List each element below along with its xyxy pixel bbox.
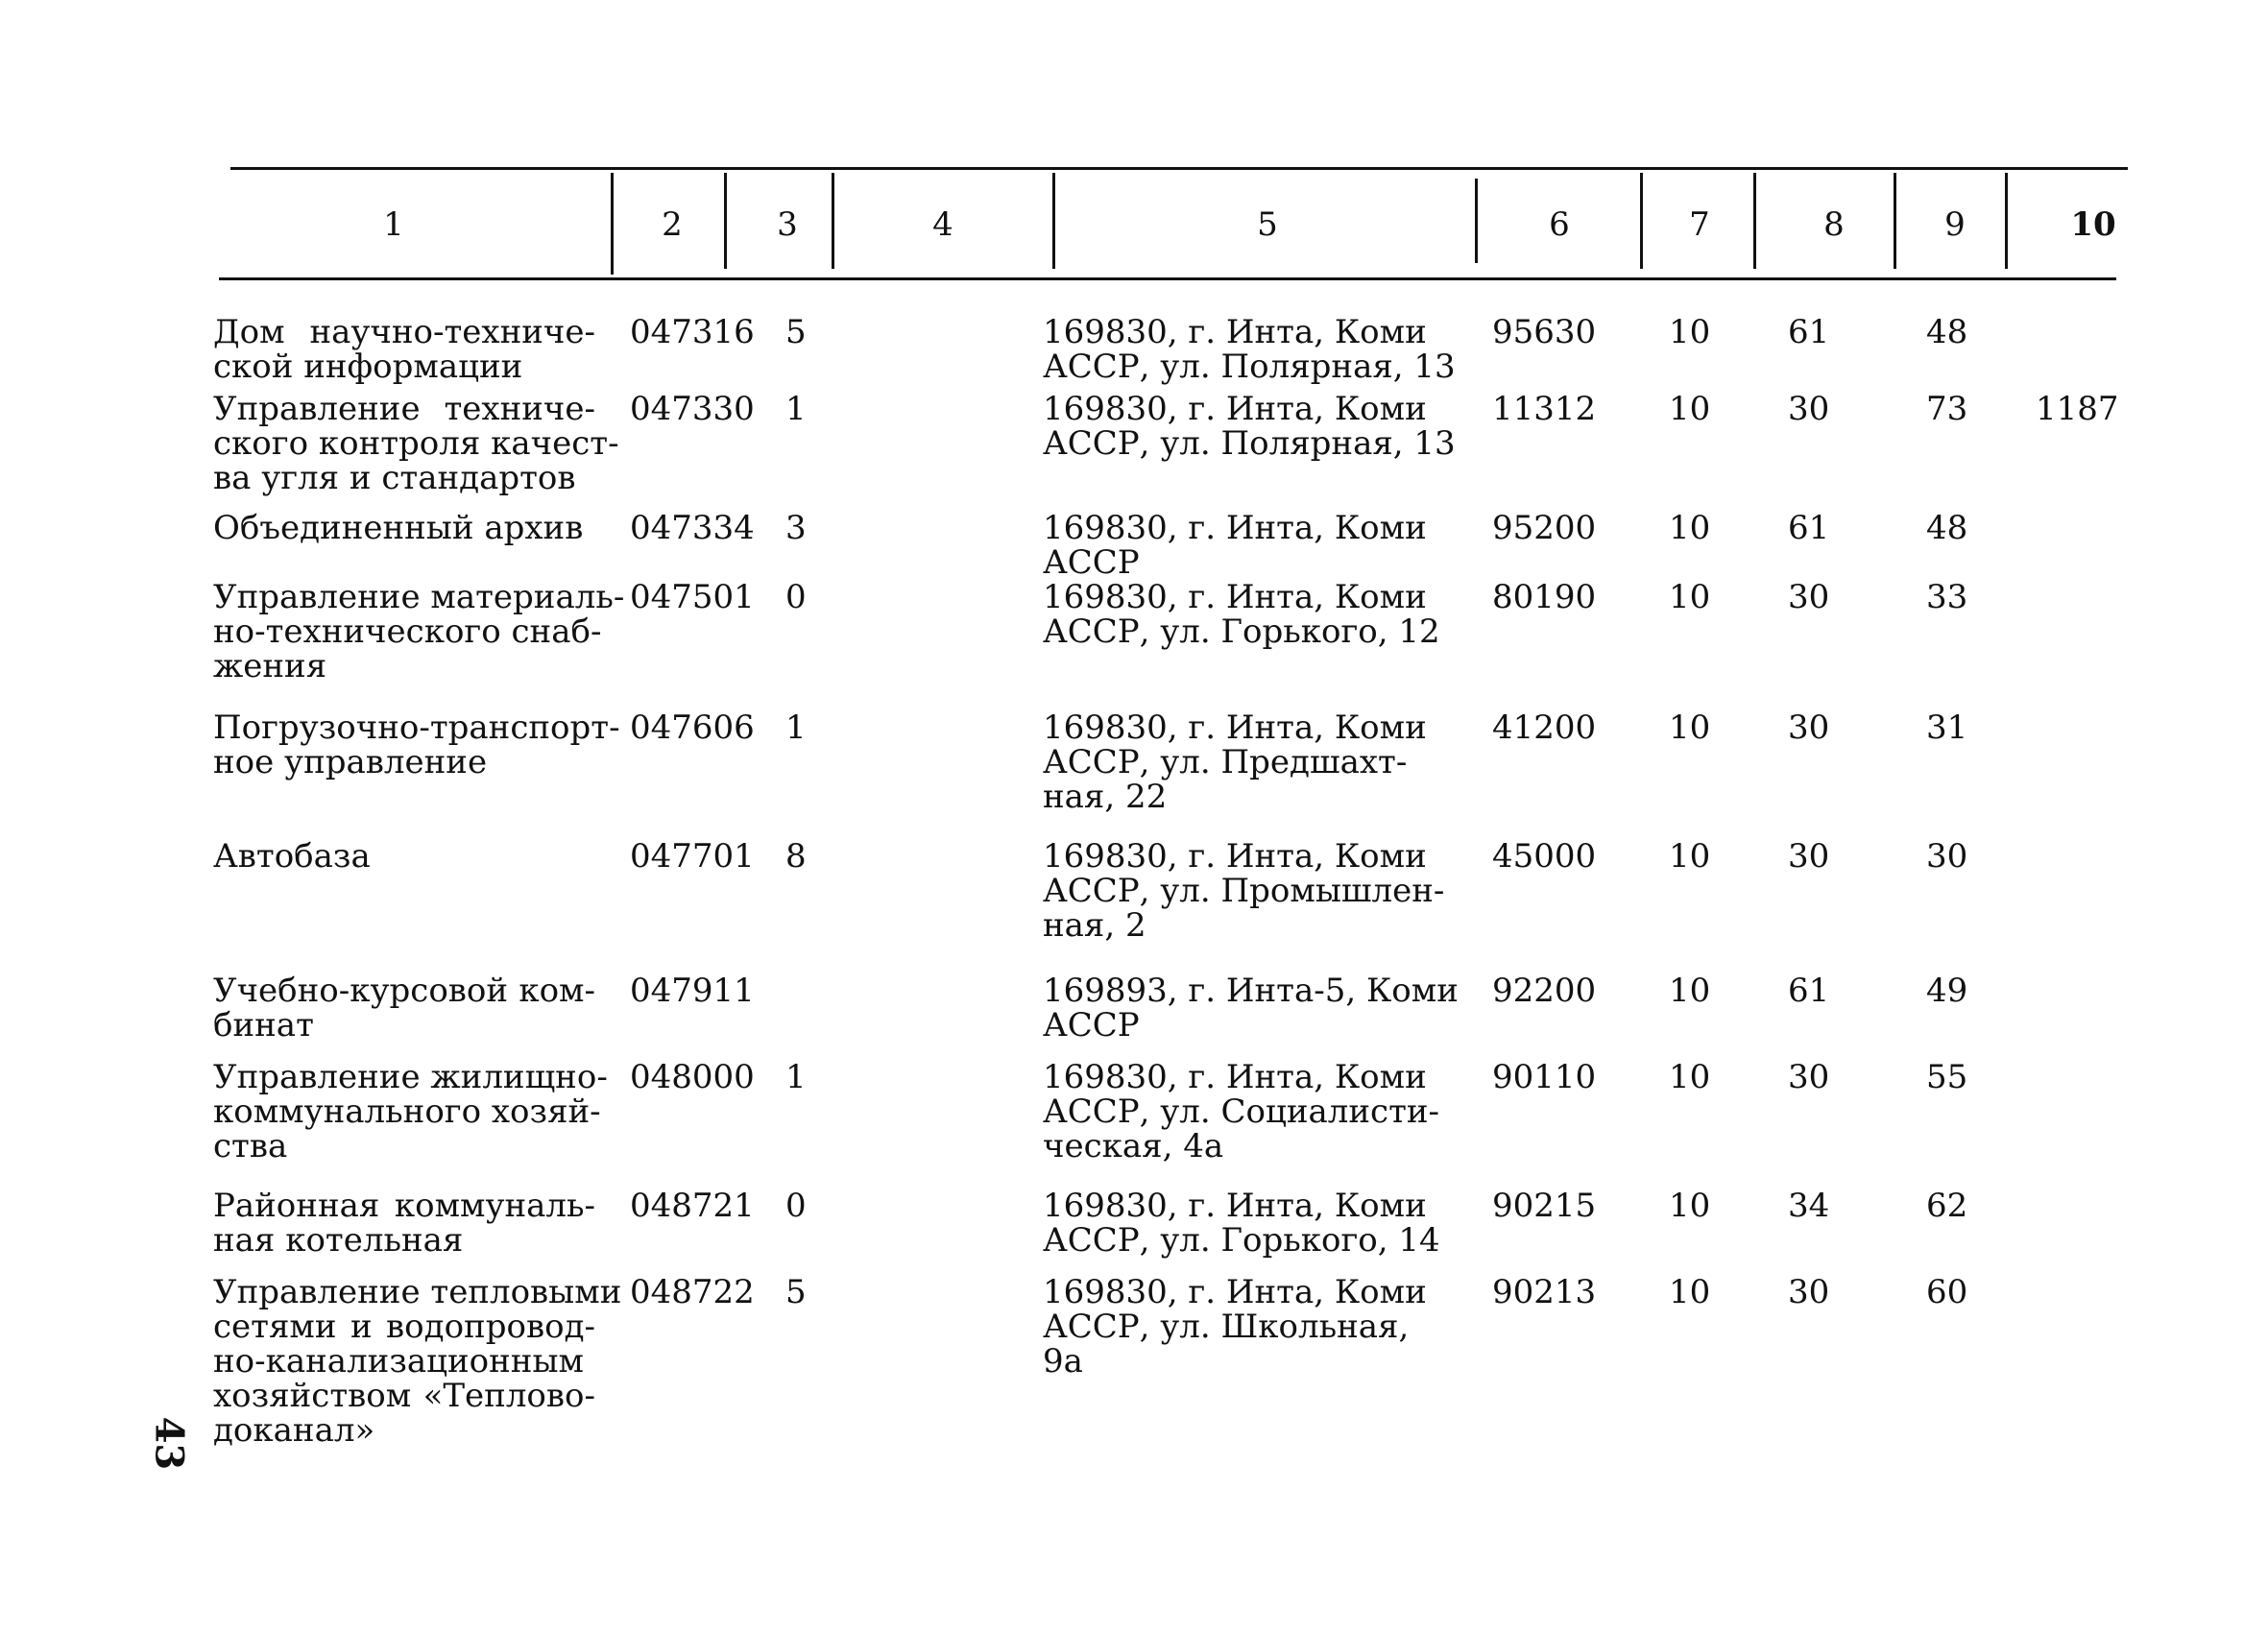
- address-cell: [1043, 710, 1427, 814]
- org-name-cell: [213, 973, 595, 1043]
- org-name-cell: [213, 1273, 622, 1450]
- col9-cell: 48: [1926, 313, 1968, 351]
- address-line: ная, 2: [1043, 906, 1146, 945]
- address-line: 169830, г. Инта, Коми: [1043, 313, 1427, 351]
- col9-cell: 60: [1926, 1273, 1968, 1311]
- code-cell: 048721: [630, 1187, 755, 1225]
- header-col-10: 10: [2070, 205, 2116, 244]
- org-name-line: Районная коммуналь-: [213, 1187, 595, 1225]
- table-top-rule: [230, 167, 2128, 170]
- org-name-line: ского контроля качест-: [213, 424, 619, 463]
- address-line: АССР, ул. Социалисти-: [1043, 1093, 1440, 1131]
- code-cell: 047911: [630, 972, 755, 1010]
- col9-cell: 31: [1926, 708, 1968, 747]
- org-name-line: Объединенный архив: [213, 509, 584, 547]
- col6-cell: 90213: [1492, 1273, 1597, 1311]
- table-header-bottom-rule: [219, 277, 2116, 280]
- col8-cell: 30: [1788, 837, 1830, 876]
- col3-cell: 0: [785, 578, 807, 616]
- col8-cell: 30: [1788, 390, 1830, 428]
- col3-cell: 8: [785, 837, 807, 876]
- address-line: АССР, ул. Горького, 12: [1043, 612, 1440, 651]
- header-divider: [611, 173, 614, 275]
- org-name-line: Дом научно-техниче-: [213, 313, 595, 351]
- header-col-4: 4: [932, 205, 953, 244]
- col6-cell: 80190: [1492, 578, 1597, 616]
- col9-cell: 62: [1926, 1187, 1968, 1225]
- code-cell: 048000: [630, 1058, 755, 1096]
- address-cell: [1043, 511, 1427, 580]
- address-cell: [1043, 580, 1440, 649]
- address-line: АССР, ул. Полярная, 13: [1043, 348, 1456, 386]
- code-cell: 047701: [630, 837, 755, 876]
- org-name-line: ва угля и стандартов: [213, 459, 576, 497]
- col6-cell: 41200: [1492, 708, 1597, 747]
- code-cell: 047316: [630, 313, 755, 351]
- header-divider: [724, 173, 727, 269]
- org-name-cell: [213, 1058, 608, 1165]
- address-line: АССР: [1043, 543, 1140, 582]
- address-line: АССР, ул. Горького, 14: [1043, 1221, 1440, 1260]
- code-cell: 048722: [630, 1273, 755, 1311]
- col7-cell: 10: [1669, 708, 1711, 747]
- address-cell: [1043, 392, 1456, 461]
- col7-cell: 10: [1669, 509, 1711, 547]
- col8-cell: 30: [1788, 578, 1830, 616]
- address-line: 169830, г. Инта, Коми: [1043, 509, 1427, 547]
- org-name-line: Управление тепловыми: [213, 1273, 622, 1311]
- header-divider: [1640, 173, 1643, 269]
- org-name-line: ства: [213, 1127, 288, 1165]
- address-line: 169830, г. Инта, Коми: [1043, 837, 1427, 876]
- header-col-2: 2: [662, 205, 683, 244]
- col6-cell: 90215: [1492, 1187, 1597, 1225]
- address-line: 169830, г. Инта, Коми: [1043, 1273, 1427, 1311]
- org-name-line: жения: [213, 647, 327, 685]
- header-col-9: 9: [1944, 205, 1966, 244]
- address-line: ная, 22: [1043, 778, 1168, 816]
- col10-cell: 1187: [2036, 390, 2119, 428]
- header-divider: [1894, 173, 1896, 269]
- address-cell: [1043, 973, 1459, 1043]
- header-col-7: 7: [1689, 205, 1710, 244]
- org-name-cell: [213, 708, 620, 781]
- address-line: ческая, 4а: [1043, 1127, 1224, 1165]
- col9-cell: 55: [1926, 1058, 1968, 1096]
- header-divider: [1052, 173, 1055, 269]
- col8-cell: 61: [1788, 509, 1830, 547]
- org-name-line: но-технического снаб-: [213, 612, 602, 651]
- header-divider: [832, 173, 834, 269]
- address-line: 9а: [1043, 1342, 1083, 1381]
- col9-cell: 33: [1926, 578, 1968, 616]
- org-name-line: ная котельная: [213, 1221, 464, 1260]
- org-name-line: Погрузочно-транспорт-: [213, 708, 620, 747]
- header-col-6: 6: [1549, 205, 1570, 244]
- col3-cell: 1: [785, 1058, 807, 1096]
- col7-cell: 10: [1669, 1058, 1711, 1096]
- col7-cell: 10: [1669, 972, 1711, 1010]
- org-name-cell: [213, 839, 595, 874]
- col6-cell: 92200: [1492, 972, 1597, 1010]
- org-name-line: ное управление: [213, 743, 488, 781]
- col6-cell: 95200: [1492, 509, 1597, 547]
- org-name-line: Управление техниче-: [213, 390, 595, 428]
- org-name-line: коммунального хозяй-: [213, 1093, 601, 1131]
- code-cell: 047334: [630, 509, 755, 547]
- address-cell: [1043, 839, 1444, 943]
- address-cell: [1043, 1275, 1427, 1379]
- address-line: 169830, г. Инта, Коми: [1043, 708, 1427, 747]
- org-name-cell: [213, 390, 619, 497]
- code-cell: 047606: [630, 708, 755, 747]
- col7-cell: 10: [1669, 313, 1711, 351]
- code-cell: 047330: [630, 390, 755, 428]
- col7-cell: 10: [1669, 837, 1711, 876]
- org-name-cell: [213, 578, 625, 685]
- address-line: 169830, г. Инта, Коми: [1043, 390, 1427, 428]
- col3-cell: 1: [785, 708, 807, 747]
- org-name-cell: [213, 1189, 595, 1258]
- address-line: 169893, г. Инта-5, Коми: [1043, 972, 1459, 1010]
- col7-cell: 10: [1669, 1187, 1711, 1225]
- col3-cell: 5: [785, 313, 807, 351]
- col3-cell: 0: [785, 1187, 807, 1225]
- org-name-line: доканал»: [213, 1411, 375, 1450]
- header-divider: [2005, 173, 2008, 269]
- address-line: 169830, г. Инта, Коми: [1043, 1187, 1427, 1225]
- org-name-line: Управление материаль-: [213, 578, 625, 616]
- org-name-line: бинат: [213, 1006, 314, 1045]
- col8-cell: 61: [1788, 313, 1830, 351]
- col9-cell: 73: [1926, 390, 1968, 428]
- col9-cell: 48: [1926, 509, 1968, 547]
- address-cell: [1043, 1060, 1439, 1164]
- org-name-line: ской информации: [213, 348, 523, 386]
- col6-cell: 45000: [1492, 837, 1597, 876]
- header-divider: [1475, 179, 1478, 263]
- header-col-5: 5: [1257, 205, 1278, 244]
- address-line: АССР, ул. Школьная,: [1043, 1308, 1410, 1346]
- org-name-line: Учебно-курсовой ком-: [213, 972, 595, 1010]
- address-line: 169830, г. Инта, Коми: [1043, 1058, 1427, 1096]
- header-divider: [1753, 173, 1756, 269]
- col8-cell: 30: [1788, 1273, 1830, 1311]
- address-line: АССР, ул. Полярная, 13: [1043, 424, 1456, 463]
- org-name-line: но-канализационным: [213, 1342, 584, 1381]
- col7-cell: 10: [1669, 1273, 1711, 1311]
- col9-cell: 30: [1926, 837, 1968, 876]
- col6-cell: 11312: [1492, 390, 1597, 428]
- header-col-3: 3: [777, 205, 798, 244]
- code-cell: 047501: [630, 578, 755, 616]
- address-cell: [1043, 315, 1456, 384]
- col9-cell: 49: [1926, 972, 1968, 1010]
- address-line: АССР: [1043, 1006, 1140, 1045]
- col3-cell: 5: [785, 1273, 807, 1311]
- col6-cell: 95630: [1492, 313, 1597, 351]
- col3-cell: 1: [785, 390, 807, 428]
- org-name-cell: [213, 511, 595, 545]
- header-col-1: 1: [383, 205, 404, 244]
- col3-cell: 3: [785, 509, 807, 547]
- col8-cell: 30: [1788, 708, 1830, 747]
- col8-cell: 30: [1788, 1058, 1830, 1096]
- col6-cell: 90110: [1492, 1058, 1597, 1096]
- address-line: 169830, г. Инта, Коми: [1043, 578, 1427, 616]
- org-name-line: Управление жилищно-: [213, 1058, 608, 1096]
- org-name-line: сетями и водопровод-: [213, 1308, 595, 1346]
- col7-cell: 10: [1669, 578, 1711, 616]
- address-line: АССР, ул. Предшахт-: [1043, 743, 1408, 781]
- org-name-cell: [213, 315, 595, 384]
- header-col-8: 8: [1823, 205, 1845, 244]
- col7-cell: 10: [1669, 390, 1711, 428]
- address-cell: [1043, 1189, 1440, 1258]
- org-name-line: хозяйством «Теплово-: [213, 1377, 595, 1415]
- col8-cell: 34: [1788, 1187, 1830, 1225]
- org-name-line: Автобаза: [213, 837, 371, 876]
- address-line: АССР, ул. Промышлен-: [1043, 872, 1445, 910]
- col8-cell: 61: [1788, 972, 1830, 1010]
- page-number: 43: [146, 1416, 192, 1471]
